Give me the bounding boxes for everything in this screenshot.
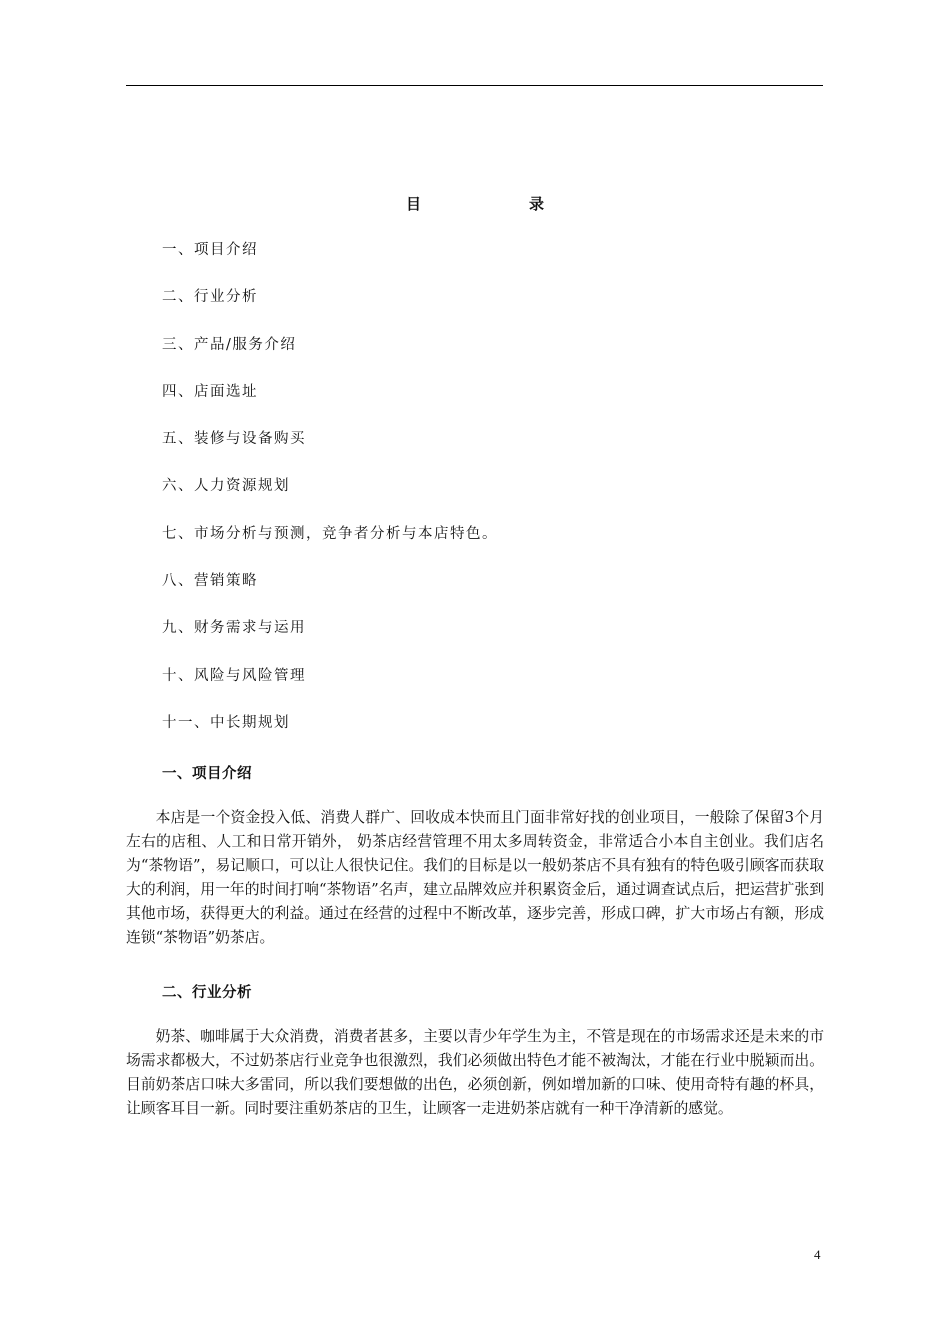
toc-item: 一、项目介绍 [162,242,258,258]
toc-item: 九、财务需求与运用 [162,620,306,637]
toc-title-char-2: 录 [529,195,545,213]
section-heading-project-intro: 一、项目介绍 [162,766,252,782]
section-body-industry-analysis: 奶茶、咖啡属于大众消费，消费者甚多，主要以青少年学生为主，不管是现在的市场需求还是未来的市场需求都极大，不过奶茶店行业竞争也很激烈，我们必须做出特色才能不被淘汰，才能在行业中脱颖而出。目前奶茶店口味大多雷同，所以我们要想做的出色，必须创新，例如增加新的口味、使用奇特有趣的杯具，让顾客耳目一新。同时要注重奶茶店的卫生，让顾客一走进奶茶店就有一种干净清新的感觉。 [126,1028,824,1117]
toc-item: 十一、中长期规划 [162,714,290,731]
toc-item: 五、装修与设备购买 [162,431,306,448]
header-rule [126,85,823,86]
toc-item: 十、风险与风险管理 [162,667,306,684]
toc-item: 三、产品/服务介绍 [162,336,297,353]
toc-item: 六、人力资源规划 [162,478,290,495]
table-of-contents [162,240,498,760]
section-body-project-intro: 本店是一个资金投入低、消费人群广、回收成本快而且门面非常好找的创业项目，一般除了保留3个月左右的店租、人工和日常开销外， 奶茶店经营管理不用太多周转资金，非常适合小本自主创业。我们店名为“茶物语”，易记顺口，可以让人很快记住。我们的目标是以一般奶茶店不具有独有的特色吸引顾客而获取大的利润，用一年的时间打响“茶物语”名声，建立品牌效应并积累资金后，通过调查试点后，把运营扩张到其他市场，获得更大的利益。通过在经营的过程中不断改革，逐步完善，形成口碑，扩大市场占有额，形成连锁“茶物语”奶茶店。 [126,809,824,946]
toc-item: 七、市场分析与预测，竞争者分析与本店特色。 [162,525,498,542]
toc-item: 二、行业分析 [162,289,258,306]
section-heading-industry-analysis: 二、行业分析 [162,985,252,1001]
toc-item: 四、店面选址 [162,383,258,400]
toc-title-char-1: 目 [405,195,421,213]
toc-title [0,193,950,214]
page-number: 4 [814,1247,821,1262]
toc-item: 八、营销策略 [162,573,258,590]
